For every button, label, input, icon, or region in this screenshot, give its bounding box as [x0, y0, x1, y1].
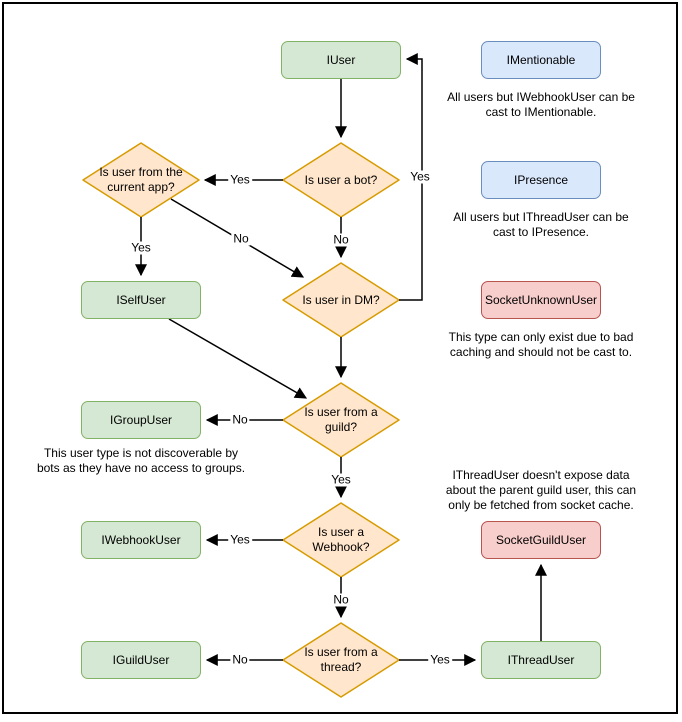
- decision-is-webhook-label: Is user a Webhook?: [312, 525, 370, 554]
- node-iselfuser: ISelfUser: [81, 281, 201, 319]
- edge-label-dm-yes: Yes: [410, 169, 430, 184]
- decision-is-bot-label: Is user a bot?: [304, 172, 378, 187]
- decision-is-guild-label: Is user from a guild?: [304, 405, 378, 434]
- node-iguilduser: IGuildUser: [81, 641, 201, 679]
- edge-label-bot-no: No: [333, 232, 349, 247]
- decision-is-dm: [283, 263, 399, 337]
- decision-is-guild: [283, 383, 399, 457]
- note-group-user: This user type is not discoverable by bots as they have no access to groups.: [36, 446, 246, 475]
- decision-is-webhook: [283, 503, 399, 577]
- decision-is-thread: [283, 623, 399, 697]
- edge-label-webhook-no: No: [333, 592, 349, 607]
- edge-label-thread-no: No: [232, 652, 248, 667]
- node-ipresence: IPresence: [481, 161, 601, 199]
- note-mentionable: All users but IWebhookUser can be cast to IMentionable.: [447, 90, 635, 119]
- note-thread-user: IThreadUser doesn't expose data about the parent guild user, this can only be fetched from socket cache.: [445, 468, 637, 512]
- node-iuser: IUser: [281, 41, 401, 79]
- decision-is-current-app: [83, 143, 199, 217]
- decision-is-thread-label: Is user from a thread?: [304, 645, 378, 674]
- edge-label-bot-yes: Yes: [230, 172, 250, 187]
- node-igroupuser: IGroupUser: [81, 401, 201, 439]
- node-socket-unknown-user: SocketUnknownUser: [481, 281, 601, 319]
- node-ithreaduser: IThreadUser: [481, 641, 601, 679]
- decision-is-bot: [283, 143, 399, 217]
- decision-is-current-app-label: Is user from the current app?: [99, 165, 183, 194]
- node-iwebhookuser: IWebhookUser: [81, 521, 201, 559]
- edge-label-thread-yes: Yes: [430, 652, 450, 667]
- node-socket-guild-user: SocketGuildUser: [481, 521, 601, 559]
- edge-label-guild-yes: Yes: [331, 472, 351, 487]
- edge-label-app-no: No: [233, 231, 249, 246]
- decision-is-dm-label: Is user in DM?: [302, 292, 380, 307]
- note-unknown-user: This type can only exist due to bad caching and should not be cast to.: [448, 330, 634, 359]
- edge-label-app-yes: Yes: [131, 240, 151, 255]
- note-presence: All users but IThreadUser can be cast to IPresence.: [453, 210, 629, 239]
- node-imentionable: IMentionable: [481, 41, 601, 79]
- edge-label-guild-no: No: [232, 412, 248, 427]
- edge-label-webhook-yes: Yes: [230, 532, 250, 547]
